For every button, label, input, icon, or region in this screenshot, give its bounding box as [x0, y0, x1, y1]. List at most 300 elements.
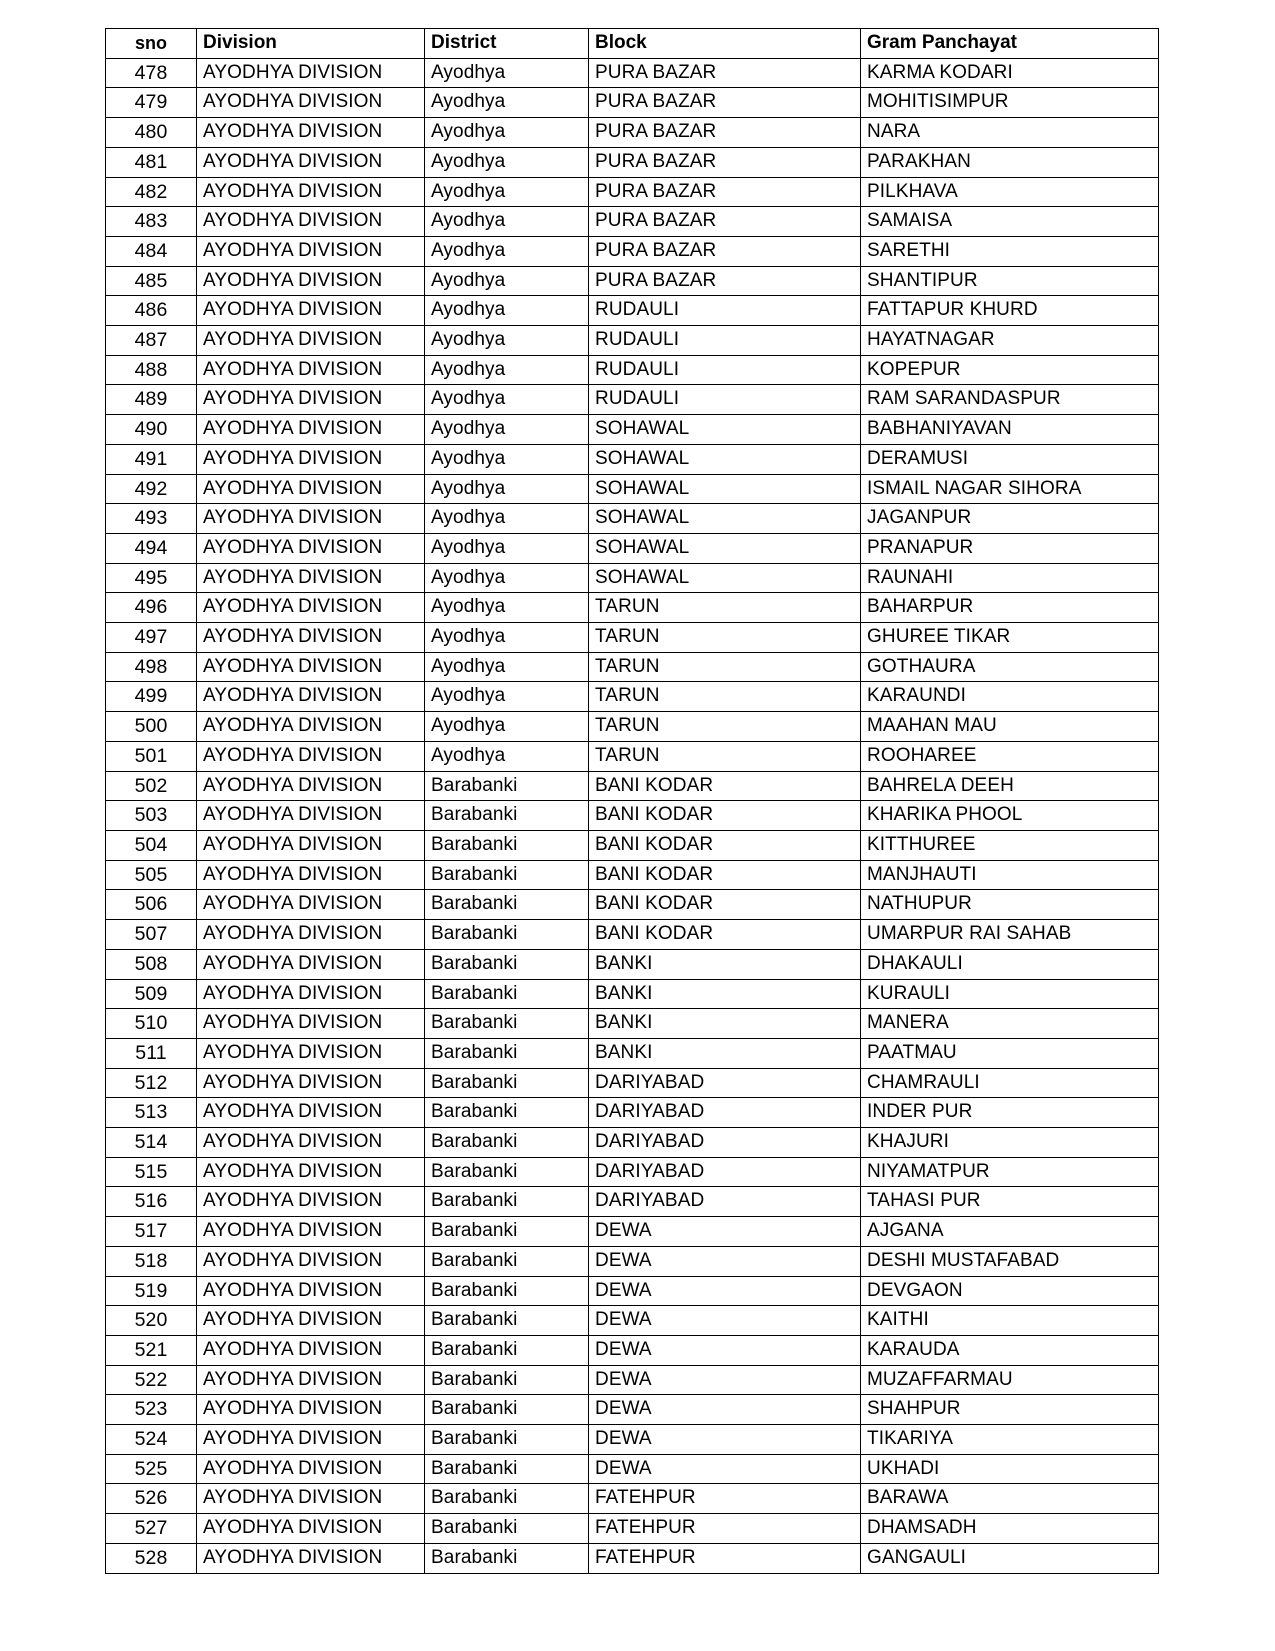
table-row [106, 563, 1159, 593]
cell-block: SOHAWAL [589, 444, 861, 474]
cell-sno: 491 [106, 444, 197, 474]
cell-sno: 504 [106, 830, 197, 860]
cell-block: RUDAULI [589, 326, 861, 356]
cell-gram_panchayat: CHAMRAULI [861, 1068, 1159, 1098]
cell-sno: 496 [106, 593, 197, 623]
table-row [106, 623, 1159, 653]
cell-block: BANI KODAR [589, 920, 861, 950]
cell-block: BANI KODAR [589, 801, 861, 831]
cell-gram_panchayat: UKHADI [861, 1454, 1159, 1484]
cell-gram_panchayat: MANERA [861, 1009, 1159, 1039]
cell-block: PURA BAZAR [589, 266, 861, 296]
cell-sno: 523 [106, 1395, 197, 1425]
cell-sno: 528 [106, 1543, 197, 1573]
cell-sno: 485 [106, 266, 197, 296]
cell-sno: 508 [106, 949, 197, 979]
cell-gram_panchayat: MANJHAUTI [861, 860, 1159, 890]
cell-gram_panchayat: KAITHI [861, 1306, 1159, 1336]
table-row [106, 1514, 1159, 1544]
cell-block: FATEHPUR [589, 1543, 861, 1573]
cell-district: Barabanki [425, 1157, 589, 1187]
cell-sno: 522 [106, 1365, 197, 1395]
cell-gram_panchayat: NIYAMATPUR [861, 1157, 1159, 1187]
cell-division: AYODHYA DIVISION [197, 355, 425, 385]
cell-gram_panchayat: KARAUNDI [861, 682, 1159, 712]
cell-division: AYODHYA DIVISION [197, 1098, 425, 1128]
cell-division: AYODHYA DIVISION [197, 652, 425, 682]
cell-block: TARUN [589, 652, 861, 682]
cell-sno: 520 [106, 1306, 197, 1336]
cell-district: Barabanki [425, 1543, 589, 1573]
cell-block: DEWA [589, 1246, 861, 1276]
cell-division: AYODHYA DIVISION [197, 801, 425, 831]
cell-district: Barabanki [425, 1335, 589, 1365]
cell-block: DARIYABAD [589, 1157, 861, 1187]
cell-division: AYODHYA DIVISION [197, 236, 425, 266]
table-row [106, 949, 1159, 979]
cell-sno: 483 [106, 207, 197, 237]
cell-gram_panchayat: KARMA KODARI [861, 58, 1159, 88]
cell-division: AYODHYA DIVISION [197, 118, 425, 148]
cell-gram_panchayat: BAHRELA DEEH [861, 771, 1159, 801]
cell-block: BANKI [589, 949, 861, 979]
cell-district: Barabanki [425, 979, 589, 1009]
cell-division: AYODHYA DIVISION [197, 1246, 425, 1276]
table-row [106, 444, 1159, 474]
cell-sno: 499 [106, 682, 197, 712]
cell-division: AYODHYA DIVISION [197, 771, 425, 801]
cell-division: AYODHYA DIVISION [197, 1038, 425, 1068]
cell-district: Ayodhya [425, 266, 589, 296]
table-row [106, 741, 1159, 771]
cell-district: Ayodhya [425, 355, 589, 385]
cell-district: Ayodhya [425, 504, 589, 534]
table-row [106, 1306, 1159, 1336]
gram-panchayat-table [105, 28, 1159, 1574]
cell-sno: 498 [106, 652, 197, 682]
cell-division: AYODHYA DIVISION [197, 1543, 425, 1573]
cell-block: SOHAWAL [589, 474, 861, 504]
cell-block: RUDAULI [589, 355, 861, 385]
cell-gram_panchayat: JAGANPUR [861, 504, 1159, 534]
cell-block: DARIYABAD [589, 1187, 861, 1217]
cell-sno: 524 [106, 1425, 197, 1455]
cell-sno: 486 [106, 296, 197, 326]
column-header-block: Block [589, 29, 861, 59]
cell-district: Barabanki [425, 1187, 589, 1217]
cell-division: AYODHYA DIVISION [197, 1335, 425, 1365]
cell-gram_panchayat: MAAHAN MAU [861, 712, 1159, 742]
cell-gram_panchayat: DESHI MUSTAFABAD [861, 1246, 1159, 1276]
table-row [106, 207, 1159, 237]
cell-division: AYODHYA DIVISION [197, 1306, 425, 1336]
cell-gram_panchayat: KURAULI [861, 979, 1159, 1009]
cell-block: DEWA [589, 1335, 861, 1365]
cell-gram_panchayat: PAATMAU [861, 1038, 1159, 1068]
table-row [106, 326, 1159, 356]
cell-sno: 512 [106, 1068, 197, 1098]
cell-division: AYODHYA DIVISION [197, 1395, 425, 1425]
cell-block: BANI KODAR [589, 771, 861, 801]
table-row [106, 533, 1159, 563]
cell-division: AYODHYA DIVISION [197, 979, 425, 1009]
cell-block: BANI KODAR [589, 830, 861, 860]
cell-sno: 511 [106, 1038, 197, 1068]
cell-district: Ayodhya [425, 326, 589, 356]
cell-sno: 517 [106, 1217, 197, 1247]
cell-district: Barabanki [425, 890, 589, 920]
table-row [106, 1038, 1159, 1068]
cell-gram_panchayat: TIKARIYA [861, 1425, 1159, 1455]
cell-gram_panchayat: NARA [861, 118, 1159, 148]
cell-sno: 502 [106, 771, 197, 801]
cell-gram_panchayat: DEVGAON [861, 1276, 1159, 1306]
table-row [106, 147, 1159, 177]
cell-district: Ayodhya [425, 533, 589, 563]
cell-gram_panchayat: SAMAISA [861, 207, 1159, 237]
cell-district: Ayodhya [425, 177, 589, 207]
cell-division: AYODHYA DIVISION [197, 474, 425, 504]
cell-gram_panchayat: FATTAPUR KHURD [861, 296, 1159, 326]
cell-district: Barabanki [425, 1514, 589, 1544]
cell-gram_panchayat: MOHITISIMPUR [861, 88, 1159, 118]
table-header [106, 29, 1159, 59]
table-row [106, 415, 1159, 445]
cell-division: AYODHYA DIVISION [197, 504, 425, 534]
cell-gram_panchayat: SHAHPUR [861, 1395, 1159, 1425]
cell-block: BANKI [589, 1009, 861, 1039]
table-row [106, 266, 1159, 296]
cell-district: Barabanki [425, 1276, 589, 1306]
cell-gram_panchayat: KARAUDA [861, 1335, 1159, 1365]
table-row [106, 860, 1159, 890]
cell-district: Barabanki [425, 830, 589, 860]
table-row [106, 1009, 1159, 1039]
cell-sno: 490 [106, 415, 197, 445]
cell-division: AYODHYA DIVISION [197, 920, 425, 950]
cell-gram_panchayat: HAYATNAGAR [861, 326, 1159, 356]
table-row [106, 1217, 1159, 1247]
table-row [106, 296, 1159, 326]
cell-sno: 488 [106, 355, 197, 385]
table-row [106, 236, 1159, 266]
cell-gram_panchayat: RAM SARANDASPUR [861, 385, 1159, 415]
cell-sno: 479 [106, 88, 197, 118]
cell-block: TARUN [589, 712, 861, 742]
cell-gram_panchayat: UMARPUR RAI SAHAB [861, 920, 1159, 950]
table-row [106, 652, 1159, 682]
table-row [106, 830, 1159, 860]
cell-division: AYODHYA DIVISION [197, 444, 425, 474]
cell-sno: 516 [106, 1187, 197, 1217]
cell-district: Ayodhya [425, 712, 589, 742]
table-row [106, 1128, 1159, 1158]
table-row [106, 1068, 1159, 1098]
table-row [106, 1365, 1159, 1395]
cell-district: Barabanki [425, 771, 589, 801]
table-row [106, 88, 1159, 118]
cell-division: AYODHYA DIVISION [197, 207, 425, 237]
table-row [106, 474, 1159, 504]
cell-block: DEWA [589, 1306, 861, 1336]
table-row [106, 1425, 1159, 1455]
cell-division: AYODHYA DIVISION [197, 1187, 425, 1217]
cell-block: DEWA [589, 1425, 861, 1455]
cell-district: Ayodhya [425, 563, 589, 593]
cell-block: PURA BAZAR [589, 236, 861, 266]
cell-division: AYODHYA DIVISION [197, 88, 425, 118]
gram-panchayat-table-container [105, 28, 1158, 1574]
column-header-division: Division [197, 29, 425, 59]
cell-gram_panchayat: KHAJURI [861, 1128, 1159, 1158]
cell-block: BANKI [589, 1038, 861, 1068]
cell-block: SOHAWAL [589, 415, 861, 445]
cell-district: Ayodhya [425, 474, 589, 504]
cell-sno: 505 [106, 860, 197, 890]
cell-block: BANI KODAR [589, 890, 861, 920]
cell-block: RUDAULI [589, 385, 861, 415]
table-row [106, 979, 1159, 1009]
table-row [106, 1454, 1159, 1484]
cell-block: RUDAULI [589, 296, 861, 326]
cell-gram_panchayat: KHARIKA PHOOL [861, 801, 1159, 831]
cell-division: AYODHYA DIVISION [197, 712, 425, 742]
cell-gram_panchayat: PILKHAVA [861, 177, 1159, 207]
cell-block: PURA BAZAR [589, 207, 861, 237]
cell-block: TARUN [589, 593, 861, 623]
cell-district: Ayodhya [425, 236, 589, 266]
cell-division: AYODHYA DIVISION [197, 1454, 425, 1484]
cell-block: BANI KODAR [589, 860, 861, 890]
cell-sno: 501 [106, 741, 197, 771]
cell-district: Barabanki [425, 1009, 589, 1039]
cell-division: AYODHYA DIVISION [197, 1009, 425, 1039]
cell-district: Barabanki [425, 1425, 589, 1455]
cell-sno: 497 [106, 623, 197, 653]
cell-division: AYODHYA DIVISION [197, 58, 425, 88]
cell-block: DEWA [589, 1365, 861, 1395]
cell-district: Ayodhya [425, 296, 589, 326]
cell-gram_panchayat: BABHANIYAVAN [861, 415, 1159, 445]
cell-district: Barabanki [425, 1454, 589, 1484]
cell-sno: 494 [106, 533, 197, 563]
cell-division: AYODHYA DIVISION [197, 415, 425, 445]
cell-district: Ayodhya [425, 415, 589, 445]
cell-division: AYODHYA DIVISION [197, 623, 425, 653]
table-row [106, 801, 1159, 831]
cell-sno: 521 [106, 1335, 197, 1365]
cell-district: Ayodhya [425, 147, 589, 177]
cell-gram_panchayat: GHUREE TIKAR [861, 623, 1159, 653]
cell-division: AYODHYA DIVISION [197, 177, 425, 207]
cell-gram_panchayat: MUZAFFARMAU [861, 1365, 1159, 1395]
table-row [106, 1484, 1159, 1514]
cell-gram_panchayat: SHANTIPUR [861, 266, 1159, 296]
cell-division: AYODHYA DIVISION [197, 296, 425, 326]
cell-sno: 481 [106, 147, 197, 177]
cell-block: FATEHPUR [589, 1514, 861, 1544]
cell-gram_panchayat: AJGANA [861, 1217, 1159, 1247]
cell-sno: 507 [106, 920, 197, 950]
cell-district: Barabanki [425, 1098, 589, 1128]
cell-division: AYODHYA DIVISION [197, 147, 425, 177]
cell-division: AYODHYA DIVISION [197, 1128, 425, 1158]
cell-district: Barabanki [425, 1217, 589, 1247]
cell-division: AYODHYA DIVISION [197, 1276, 425, 1306]
cell-district: Barabanki [425, 1484, 589, 1514]
cell-sno: 492 [106, 474, 197, 504]
cell-division: AYODHYA DIVISION [197, 949, 425, 979]
table-row [106, 890, 1159, 920]
cell-district: Ayodhya [425, 741, 589, 771]
cell-gram_panchayat: DHAMSADH [861, 1514, 1159, 1544]
cell-block: PURA BAZAR [589, 147, 861, 177]
table-row [106, 58, 1159, 88]
cell-block: DARIYABAD [589, 1068, 861, 1098]
cell-block: SOHAWAL [589, 563, 861, 593]
cell-block: PURA BAZAR [589, 118, 861, 148]
cell-block: DEWA [589, 1276, 861, 1306]
cell-district: Ayodhya [425, 593, 589, 623]
table-row [106, 385, 1159, 415]
cell-district: Barabanki [425, 1246, 589, 1276]
cell-sno: 518 [106, 1246, 197, 1276]
cell-division: AYODHYA DIVISION [197, 385, 425, 415]
cell-block: DEWA [589, 1217, 861, 1247]
cell-sno: 489 [106, 385, 197, 415]
cell-block: TARUN [589, 741, 861, 771]
cell-block: SOHAWAL [589, 533, 861, 563]
cell-gram_panchayat: RAUNAHI [861, 563, 1159, 593]
cell-gram_panchayat: NATHUPUR [861, 890, 1159, 920]
cell-sno: 493 [106, 504, 197, 534]
cell-division: AYODHYA DIVISION [197, 860, 425, 890]
table-row [106, 504, 1159, 534]
cell-block: FATEHPUR [589, 1484, 861, 1514]
cell-division: AYODHYA DIVISION [197, 266, 425, 296]
table-row [106, 712, 1159, 742]
cell-district: Barabanki [425, 860, 589, 890]
cell-district: Ayodhya [425, 682, 589, 712]
table-row [106, 1187, 1159, 1217]
cell-sno: 510 [106, 1009, 197, 1039]
cell-district: Ayodhya [425, 623, 589, 653]
cell-sno: 482 [106, 177, 197, 207]
cell-division: AYODHYA DIVISION [197, 563, 425, 593]
table-body [106, 58, 1159, 1573]
table-row [106, 118, 1159, 148]
cell-division: AYODHYA DIVISION [197, 830, 425, 860]
table-row [106, 177, 1159, 207]
cell-sno: 480 [106, 118, 197, 148]
cell-block: DARIYABAD [589, 1128, 861, 1158]
cell-gram_panchayat: KITTHUREE [861, 830, 1159, 860]
cell-sno: 526 [106, 1484, 197, 1514]
cell-gram_panchayat: KOPEPUR [861, 355, 1159, 385]
cell-district: Ayodhya [425, 88, 589, 118]
table-row [106, 1098, 1159, 1128]
cell-sno: 506 [106, 890, 197, 920]
cell-district: Barabanki [425, 1365, 589, 1395]
cell-division: AYODHYA DIVISION [197, 1217, 425, 1247]
table-row [106, 1246, 1159, 1276]
cell-block: PURA BAZAR [589, 177, 861, 207]
table-row [106, 593, 1159, 623]
table-row [106, 1395, 1159, 1425]
table-row [106, 771, 1159, 801]
cell-block: DARIYABAD [589, 1098, 861, 1128]
cell-sno: 509 [106, 979, 197, 1009]
cell-sno: 525 [106, 1454, 197, 1484]
cell-district: Ayodhya [425, 444, 589, 474]
cell-district: Ayodhya [425, 58, 589, 88]
cell-division: AYODHYA DIVISION [197, 533, 425, 563]
table-row [106, 920, 1159, 950]
cell-sno: 513 [106, 1098, 197, 1128]
cell-division: AYODHYA DIVISION [197, 1514, 425, 1544]
cell-district: Barabanki [425, 1038, 589, 1068]
table-row [106, 1276, 1159, 1306]
cell-block: BANKI [589, 979, 861, 1009]
cell-sno: 514 [106, 1128, 197, 1158]
cell-division: AYODHYA DIVISION [197, 741, 425, 771]
table-header-row [106, 29, 1159, 59]
cell-block: PURA BAZAR [589, 58, 861, 88]
cell-division: AYODHYA DIVISION [197, 1484, 425, 1514]
cell-district: Barabanki [425, 920, 589, 950]
cell-gram_panchayat: GOTHAURA [861, 652, 1159, 682]
cell-gram_panchayat: PARAKHAN [861, 147, 1159, 177]
cell-district: Barabanki [425, 949, 589, 979]
cell-division: AYODHYA DIVISION [197, 326, 425, 356]
cell-district: Barabanki [425, 1128, 589, 1158]
table-row [106, 682, 1159, 712]
cell-division: AYODHYA DIVISION [197, 1365, 425, 1395]
column-header-sno: sno [106, 29, 197, 59]
cell-division: AYODHYA DIVISION [197, 1425, 425, 1455]
cell-gram_panchayat: GANGAULI [861, 1543, 1159, 1573]
cell-division: AYODHYA DIVISION [197, 890, 425, 920]
cell-block: DEWA [589, 1454, 861, 1484]
cell-gram_panchayat: BARAWA [861, 1484, 1159, 1514]
cell-sno: 515 [106, 1157, 197, 1187]
cell-sno: 527 [106, 1514, 197, 1544]
cell-sno: 484 [106, 236, 197, 266]
cell-block: DEWA [589, 1395, 861, 1425]
cell-sno: 495 [106, 563, 197, 593]
cell-district: Barabanki [425, 1306, 589, 1336]
table-row [106, 1335, 1159, 1365]
cell-division: AYODHYA DIVISION [197, 1157, 425, 1187]
table-row [106, 355, 1159, 385]
cell-gram_panchayat: SARETHI [861, 236, 1159, 266]
cell-block: PURA BAZAR [589, 88, 861, 118]
cell-gram_panchayat: TAHASI PUR [861, 1187, 1159, 1217]
cell-division: AYODHYA DIVISION [197, 593, 425, 623]
cell-division: AYODHYA DIVISION [197, 1068, 425, 1098]
cell-district: Barabanki [425, 1068, 589, 1098]
cell-gram_panchayat: DERAMUSI [861, 444, 1159, 474]
cell-district: Ayodhya [425, 652, 589, 682]
cell-gram_panchayat: INDER PUR [861, 1098, 1159, 1128]
cell-block: SOHAWAL [589, 504, 861, 534]
cell-sno: 503 [106, 801, 197, 831]
cell-division: AYODHYA DIVISION [197, 682, 425, 712]
cell-district: Ayodhya [425, 207, 589, 237]
cell-district: Ayodhya [425, 385, 589, 415]
cell-sno: 487 [106, 326, 197, 356]
column-header-gram-panchayat: Gram Panchayat [861, 29, 1159, 59]
